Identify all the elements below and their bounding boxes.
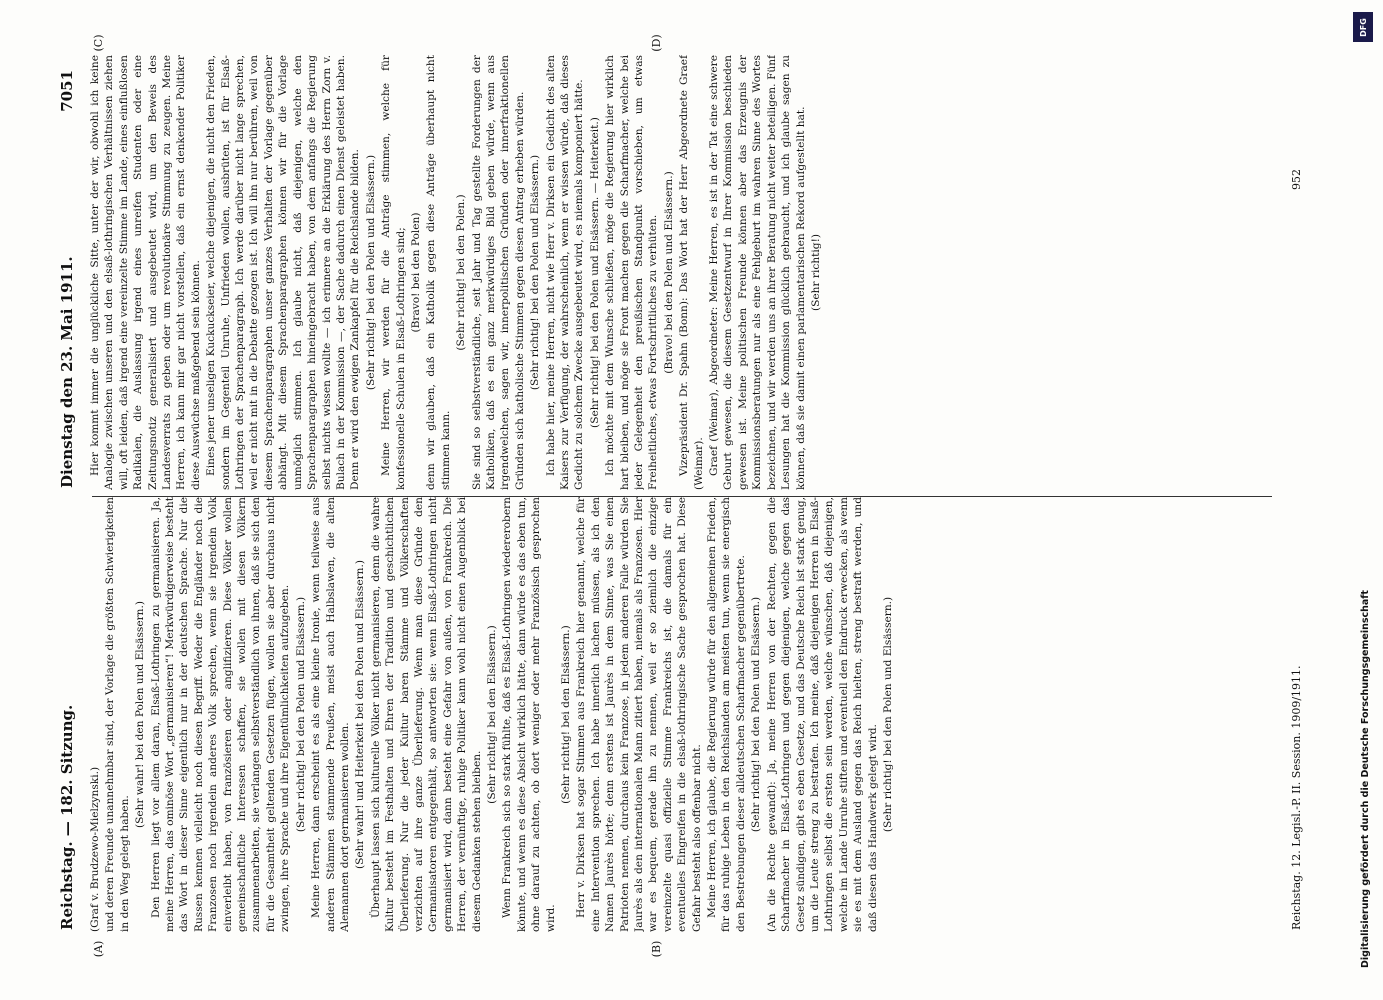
interjection: (Sehr richtig! bei den Polen und Elsässern.) xyxy=(529,154,542,391)
text-column-left xyxy=(88,497,1283,932)
interjection: (Sehr richtig! bei den Elsässern.) xyxy=(560,625,572,804)
page-number: 7051 xyxy=(58,70,76,112)
interjection: (Sehr richtig! bei den Polen und Elsässern.) xyxy=(750,596,763,833)
margin-marker-a: (A) xyxy=(92,940,105,958)
digitization-credit: Digitalisierung gefördert durch die Deutsche Forschungsgemeinschaft xyxy=(1360,590,1371,968)
paragraph: Hier kommt immer die unglückliche Sitte, unter der wir, obwohl ich keine Analogie zwischen unseren und den elsaß-lothringischen Verhältnissen ziehen will, oft leiden, daß irgend eine vereinzelte Stimme im Lande, eines einflußlosen Radikalen, die Auslassung irgend eines unreifen Studenten oder eine Zeitungsnotiz generalisiert und ausgebeutet wird, um den Beweis des Landesverrats zu geben oder um revolutionäre Stimmung zu zeugen. Meine Herren, ich kann mir gar nicht vorstellen, daß ein ernst denkender Politiker diese Auswüchse maßgebend sein können. xyxy=(89,55,202,490)
paragraph: Vizepräsident Dr. Spahn (Bonn): Das Wort hat der Herr Abgeordnete Graef (Weimar). xyxy=(678,55,705,490)
paragraph: und deren Freunde unannehmbar sind, der Vorlage die größten Schwierigkeiten in den Weg gelegt haben. xyxy=(104,497,131,932)
margin-marker-c: (C) xyxy=(92,34,105,52)
paragraph: (An die Rechte gewandt): Ja, meine Herren von der Rechten, gegen die Scharfmacher in Elsaß-Lothringen und gegen diejenigen, welche gegen das Gesetz sündigen, gibt es eben Gesetze, und das Deutsche Reich ist stark genug, um die Leute streng zu bestrafen. Ich meine, daß diejenigen Herren in Elsaß-Lothringen selbst die ersten sein werden, welche wünschen, daß diejenigen, welche im Lande Unruhe stiften und eventuell den Eindruck erwecken, als wenn sie es mit dem Ausland gegen das Reich hielten, streng bestraft werden, und daß diesen das Handwerk gelegt wird. xyxy=(765,497,879,932)
paragraph: Sie sind so selbstverständliche, seit Jahr und Tag gestellte Forderungen der Katholiken, daß es ein ganz merkwürdiges Bild geben würde, wenn aus irgendwelchen, sagen wir, innerpolitischen Gründen oder innerfraktionellen Gründen sich katholische Stimmen gegen diesen Antrag erheben würden. xyxy=(470,55,526,490)
margin-marker-b: (B) xyxy=(650,940,663,958)
footer-legislature: Reichstag. 12. Legisl.-P. II. Session. 1909/1911. xyxy=(1290,665,1303,930)
interjection: (Bravo! bei den Polen) xyxy=(409,212,422,333)
footer-sheet-number: 952 xyxy=(1290,169,1303,190)
paragraph: Meine Herren, dann erscheint es als eine kleine Ironie, wenn teilweise aus anderen Stämmen stammende Preußen, meist auch Halbslawen, die alten Alemannen dort germanisieren wollen. xyxy=(310,497,351,932)
paragraph: Meine Herren, ich glaube, die Regierung würde für den allgemeinen Frieden, für das ruhige Leben in den Reichslanden am meisten tun, wenn sie energisch den Bestrebungen dieser alldeutschen Scharfmacher gegenübertrete. xyxy=(706,497,747,932)
margin-marker-d: (D) xyxy=(650,34,663,52)
paragraph: Meine Herren, wir werden für die Anträge stimmen, welche für konfessionelle Schulen in Elsaß-Lothringen sind; xyxy=(380,55,407,490)
session-date: Dienstag den 23. Mai 1911. xyxy=(58,256,76,488)
page-header-right xyxy=(58,70,84,488)
paragraph: Graef (Weimar), Abgeordneter: Meine Herren, es ist in der Tat eine schwere Geburt gewesen, die diesem Gesetzentwurf in Ihrer Kommission beschieden gewesen ist. Meine politischen Freunde können aber das Erzeugnis der Kommissionsberatungen nur als eine Fehlgeburt im wahren Sinne des Wortes bezeichnen, und wir werden uns an ihrer Beratung nicht weiter beteiligen. Fünf Lesungen hat die Kommission glücklich gebraucht, und ich glaube sagen zu können, daß sie damit einen parlamentarischen Rekord aufgestellt hat. xyxy=(708,55,807,490)
interjection: (Sehr richtig! bei den Polen und Elsässern.) xyxy=(364,154,377,391)
paragraph: Herr v. Dirksen hat sogar Stimmen aus Frankreich hier genannt, welche für eine Intervention sprechen. Ich habe innerlich lachen müssen, als ich den Namen Jaurès hörte; denn erstens ist Jaurès in dem Sinne, was Sie einen Patrioten nennen, durchaus kein Franzose, in jedem anderen Falle würden Sie Jaurès als den internationalen Mann zitiert haben, niemals als Franzosen. Hier war es bequem, gerade ihn zu nennen, weil er so ziemlich die einzige vereinzelte quasi offizielle Stimme Frankreichs ist, die damals für ein eventuelles Eingreifen in die elsaß-lothringische Sache gesprochen hat. Diese Gefahr besteht also offenbar nicht. xyxy=(575,497,703,932)
interjection: (Sehr richtig! bei den Polen und Elsässern.) xyxy=(881,596,894,833)
session-title: Reichstag. — 182. Sitzung. xyxy=(58,704,76,930)
paragraph: Überhaupt lassen sich kulturelle Völker nicht germanisieren, denn die wahre Kultur besteht im Festhalten und Ehren der Tradition und geschichtlichen Überlieferung. Nur die jeder Kultur baren Stämme und Völkerschaften verzichten auf ihre ganze Überlieferung. Wenn man diese Gründe den Germanisatoren entgegenhält, so antworten sie: wenn Elsaß-Lothringen nicht germanisiert wird, dann besteht eine Gefahr von außen, von Frankreich. Die Herren, der vernünftige, ruhige Politiker kann wohl nicht einen Augenblick bei diesem Gedanken stehen bleiben. xyxy=(369,497,483,932)
dfg-logo-text: DFG xyxy=(1358,17,1368,37)
digitization-strip xyxy=(1347,6,1381,996)
page-header-left xyxy=(58,500,84,930)
paragraph: (Graf v. Brudzewo-Mielzynski.) xyxy=(89,766,101,932)
paragraph: Eines jener unseligen Kuckuckseier, welche diejenigen, die nicht den Frieden, sondern im Gegenteil Unruhe, Unfrieden wollen, ausbrüten, ist für Elsaß-Lothringen der Sprachenparagraph. Ich werde darüber nicht lange sprechen, weil er nicht mit in die Debatte gezogen ist. Ich will ihn nur berühren, weil von diesem Sprachenparagraphen unser ganzes Verhalten der Vorlage gegenüber abhängt. Mit diesem Sprachenparagraphen können wir für die Vorlage unmöglich stimmen. Ich glaube nicht, daß diejenigen, welche den Sprachenparagraphen hineingebracht haben, von dem anfangs die Regierung selbst nichts wissen wollte — ich erinnere an die Erklärung des Herrn Zorn v. Bulach in der Kommission —, der Sache dadurch einen Dienst geleistet haben. Denn er wird den ewigen Zankapfel für die Reichslande bilden. xyxy=(205,55,362,490)
interjection: (Bravo! bei den Polen und Elsässern.) xyxy=(662,171,675,374)
paragraph: Den Herren liegt vor allem daran, Elsaß-Lothringen zu germanisieren. Ja, meine Herren, das ominöse Wort „germanisieren“! Merkwürdigerweise besteht das Wort in dieser Sinne eigentlich nur in der deutschen Sprache. Nur die Russen kennen vielleicht noch diesen Begriff. Weder die Engländer noch die Franzosen noch irgendein anderes Volk sprechen, wenn sie irgendein Volk einverleibt haben, von französieren oder anglifizieren. Diese Völker wollen gemeinschaftliche Interessen schaffen, sie wollen mit diesen Völkern zusammenarbeiten, sie verlangen selbstverständlich von ihnen, daß sie sich den für die Gesamtheit geltenden Gesetzen fügen, wollen sie aber durchaus nicht zwingen, ihre Sprache und ihre Eigentümlichkeiten aufzugeben. xyxy=(149,497,292,932)
paragraph: Ich habe hier, meine Herren, nicht wie Herr v. Dirksen ein Gedicht des alten Kaisers zur Verfügung, der wahrscheinlich, wenn er wissen würde, daß dieses Gedicht zu solchem Zwecke ausgebeutet wird, es niemals komponiert hätte. xyxy=(544,55,586,490)
paragraph: Ich möchte mit dem Wunsche schließen, möge die Regierung hier wirklich hart bleiben, und möge sie Front machen gegen die Scharfmacher, welche bei jeder Gelegenheit den preußischen Standpunkt vorschieben, um etwas Freiheitliches, etwas Fortschrittliches zu verhüten. xyxy=(604,55,660,490)
interjection: (Sehr richtig!) xyxy=(809,234,822,311)
interjection: (Sehr richtig! bei den Polen.) xyxy=(455,194,468,351)
paragraph: Wenn Frankreich sich so stark fühlte, daß es Elsaß-Lothringen wiedererobern könnte, und wenn es diese Absicht wirklich hätte, dann würde es das eben tun, ohne darauf zu achten, ob dort weniger oder mehr Französisch gesprochen wird. xyxy=(501,497,557,932)
interjection: (Sehr richtig! bei den Polen und Elsässern.) xyxy=(294,596,307,833)
paragraph: denn wir glauben, daß ein Katholik gegen diese Anträge überhaupt nicht stimmen kann. xyxy=(425,55,452,490)
column-divider xyxy=(92,496,1272,497)
interjection: (Sehr wahr! bei den Polen und Elsässern.) xyxy=(134,601,147,828)
interjection: (Sehr richtig! bei den Polen und Elsässern. — Heiterkeit.) xyxy=(588,117,601,428)
interjection: (Sehr wahr! und Heiterkeit bei den Polen und Elsässern.) xyxy=(354,560,367,869)
text-column-right xyxy=(88,55,1283,490)
interjection: (Sehr richtig! bei den Elsässern.) xyxy=(485,625,498,804)
